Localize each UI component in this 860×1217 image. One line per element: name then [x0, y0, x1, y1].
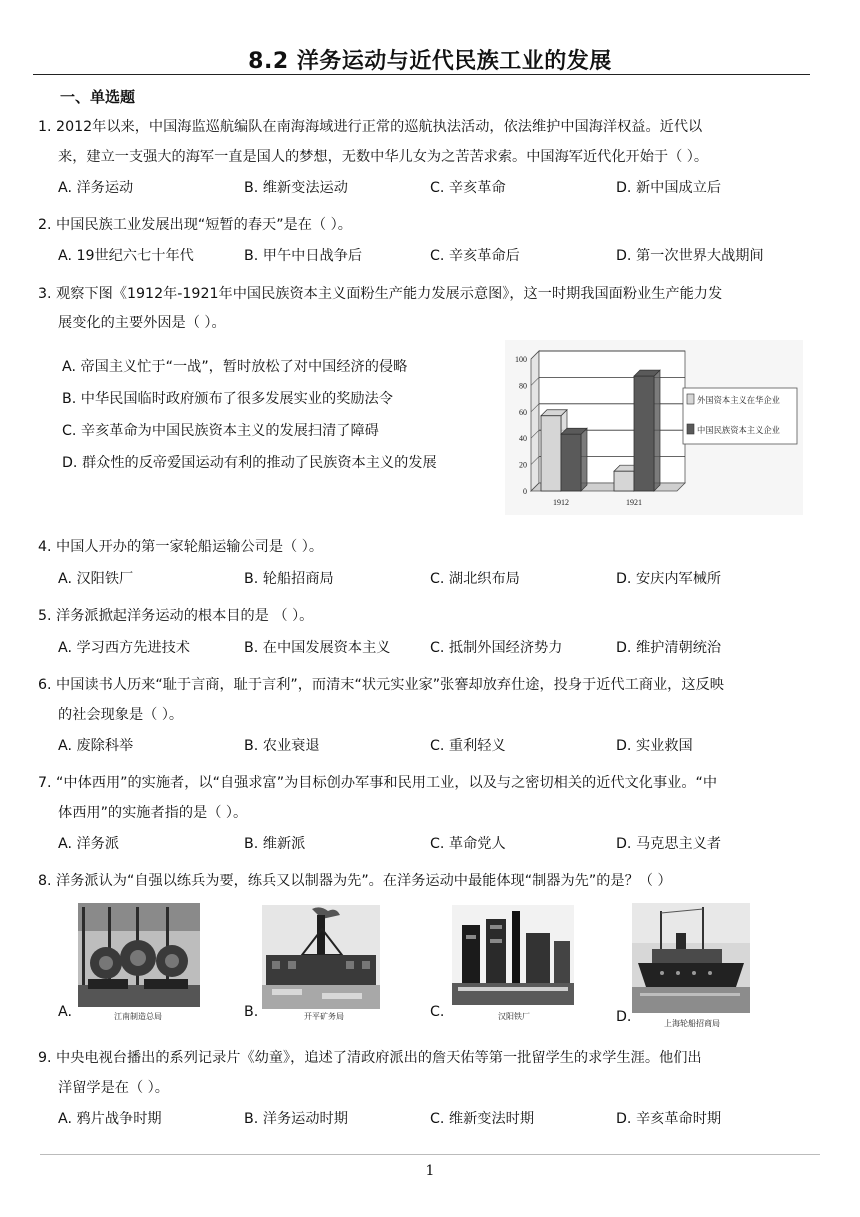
question-7-line-2: 体西用”的实施者指的是（ ）。 [58, 805, 248, 821]
q6-option-b[interactable]: B. 农业衰退 [244, 738, 320, 754]
ironworks-photo [452, 905, 574, 1005]
q1-option-d[interactable]: D. 新中国成立后 [616, 180, 722, 196]
question-1-line-2: 来，建立一支强大的海军一直是国人的梦想，无数中华儿女为之苦苦求索。中国海军近代化开始于（ ）。 [58, 149, 709, 165]
q8-option-d[interactable]: D. [616, 1009, 632, 1025]
bar-chart-svg [505, 340, 803, 515]
question-7-line-1: 7. “中体西用”的实施者，以“自强求富”为目标创办军事和民用工业，以及与之密切相关的近代文化事业。“中 [38, 775, 718, 791]
question-9-line-1: 9. 中央电视台播出的系列记录片《幼童》，追述了清政府派出的詹天佑等第一批留学生的求学生涯。他们出 [38, 1050, 702, 1066]
q2-option-b[interactable]: B. 甲午中日战争后 [244, 248, 363, 264]
footer-rule [40, 1154, 820, 1155]
q4-option-a[interactable]: A. 汉阳铁厂 [58, 571, 134, 587]
q7-option-a[interactable]: A. 洋务派 [58, 836, 120, 852]
chart-legend-label: 中国民族资本主义企业 [697, 425, 780, 435]
question-3-line-2: 展变化的主要外因是（ ）。 [58, 315, 226, 331]
q2-option-c[interactable]: C. 辛亥革命后 [430, 248, 520, 264]
steamship-photo [632, 903, 750, 1013]
q6-option-d[interactable]: D. 实业救国 [616, 738, 693, 754]
chart-legend-swatch [687, 394, 694, 404]
q9-option-d[interactable]: D. 辛亥革命时期 [616, 1111, 722, 1127]
caption-jiangnan: 江南制造总局 [114, 1012, 162, 1021]
question-1-line-1: 1. 2012年以来，中国海监巡航编队在南海海域进行正常的巡航执法活动，依法维护中国海洋权益。近代以 [38, 119, 703, 135]
q8-option-a[interactable]: A. [58, 1004, 72, 1020]
q1-option-c[interactable]: C. 辛亥革命 [430, 180, 506, 196]
chart-ytick-label: 100 [515, 355, 527, 364]
question-3-line-1: 3. 观察下图《1912年-1921年中国民族资本主义面粉生产能力发展示意图》，这一时期我国面粉业生产能力发 [38, 286, 723, 302]
question-8-line-1: 8. 洋务派认为“自强以练兵为要，练兵又以制器为先”。在洋务运动中最能体现“制器为先”的是？（ ） [38, 873, 672, 889]
q5-option-a[interactable]: A. 学习西方先进技术 [58, 640, 190, 656]
q6-option-c[interactable]: C. 重利轻义 [430, 738, 506, 754]
chart-ytick-label: 20 [519, 460, 527, 470]
title-rule [33, 74, 810, 75]
question-4-line-1: 4. 中国人开办的第一家轮船运输公司是（ ）。 [38, 539, 324, 555]
factory-machinery-photo [78, 903, 200, 1007]
question-5-line-1: 5. 洋务派掀起洋务运动的根本目的是 （ ）。 [38, 608, 314, 624]
section-heading: 一、单选题 [60, 88, 136, 106]
question-9-line-2: 洋留学是在（ ）。 [58, 1080, 169, 1096]
q8-option-c[interactable]: C. [430, 1004, 445, 1020]
q4-option-b[interactable]: B. 轮船招商局 [244, 571, 334, 587]
chart-legend-label: 外国资本主义在华企业 [697, 395, 780, 405]
chart-bar [614, 471, 634, 491]
question-6-line-2: 的社会现象是（ ）。 [58, 707, 184, 723]
mining-bureau-photo [262, 905, 380, 1009]
chart-bar [634, 376, 654, 491]
q9-option-b[interactable]: B. 洋务运动时期 [244, 1111, 348, 1127]
q3-option-c[interactable]: C. 辛亥革命为中国民族资本主义的发展扫清了障碍 [62, 423, 379, 439]
chart-bar-side [654, 370, 660, 491]
q2-option-a[interactable]: A. 19世纪六七十年代 [58, 248, 194, 264]
question-2-line-1: 2. 中国民族工业发展出现“短暂的春天”是在（ ）。 [38, 217, 352, 233]
q1-option-a[interactable]: A. 洋务运动 [58, 180, 134, 196]
chart-legend-swatch [687, 424, 694, 434]
question-6-line-1: 6. 中国读书人历来“耻于言商，耻于言利”，而清末“状元实业家”张謇却放弃仕途，投身于近代工商业，这反映 [38, 677, 724, 693]
page-title: 8.2 洋务运动与近代民族工业的发展 [248, 49, 612, 74]
chart-bar-side [581, 428, 587, 491]
chart-ytick-label: 40 [519, 434, 527, 444]
chart-xtick-label: 1912 [553, 498, 569, 507]
chart-side-wall [531, 351, 539, 491]
chart-ytick-label: 0 [523, 487, 527, 496]
caption-shanghai: 上海轮船招商局 [664, 1019, 720, 1028]
q1-option-b[interactable]: B. 维新变法运动 [244, 180, 348, 196]
q3-option-b[interactable]: B. 中华民国临时政府颁布了很多发展实业的奖励法令 [62, 391, 393, 407]
q4-option-c[interactable]: C. 湖北织布局 [430, 571, 520, 587]
q7-option-d[interactable]: D. 马克思主义者 [616, 836, 722, 852]
chart-xtick-label: 1921 [626, 498, 642, 507]
q9-option-a[interactable]: A. 鸦片战争时期 [58, 1111, 162, 1127]
q7-option-b[interactable]: B. 维新派 [244, 836, 306, 852]
q6-option-a[interactable]: A. 废除科举 [58, 738, 134, 754]
chart-ytick-label: 60 [519, 407, 527, 417]
q3-option-a[interactable]: A. 帝国主义忙于“一战”，暂时放松了对中国经济的侵略 [62, 359, 408, 375]
q7-option-c[interactable]: C. 革命党人 [430, 836, 506, 852]
q5-option-c[interactable]: C. 抵制外国经济势力 [430, 640, 563, 656]
chart-ytick-label: 80 [519, 381, 527, 391]
q8-option-b[interactable]: B. [244, 1004, 259, 1020]
chart-bar [561, 434, 581, 491]
q3-option-d[interactable]: D. 群众性的反帝爱国运动有利的推动了民族资本主义的发展 [62, 455, 437, 471]
q5-option-d[interactable]: D. 维护清朝统治 [616, 640, 722, 656]
q2-option-d[interactable]: D. 第一次世界大战期间 [616, 248, 764, 264]
caption-hanyang: 汉阳铁厂 [498, 1012, 530, 1021]
page-number: 1 [425, 1163, 435, 1179]
q5-option-b[interactable]: B. 在中国发展资本主义 [244, 640, 391, 656]
q4-option-d[interactable]: D. 安庆内军械所 [616, 571, 722, 587]
flour-capacity-chart [505, 340, 803, 515]
caption-kaiping: 开平矿务局 [304, 1012, 344, 1021]
q9-option-c[interactable]: C. 维新变法时期 [430, 1111, 535, 1127]
chart-bar [541, 416, 561, 491]
